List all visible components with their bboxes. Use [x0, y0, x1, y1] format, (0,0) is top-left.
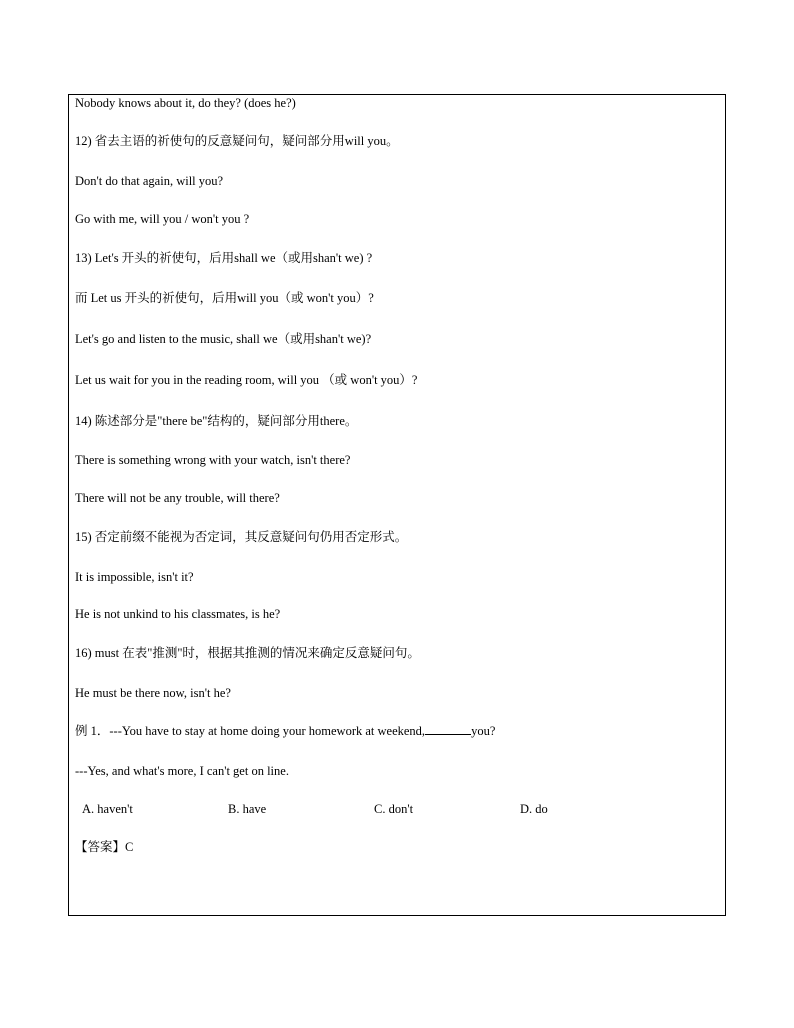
rule-16: 16) must 在表"推测"时，根据其推测的情况来确定反意疑问句。: [75, 646, 420, 660]
text-line: Nobody knows about it, do they? (does he?): [75, 96, 296, 110]
rule-15: 15) 否定前缀不能视为否定词，其反意疑问句仍用否定形式。: [75, 530, 408, 544]
text-line: It is impossible, isn't it?: [75, 570, 194, 584]
example-response: ---Yes, and what's more, I can't get on line.: [75, 764, 289, 778]
option-c: C. don't: [374, 802, 414, 816]
rule-12: 12) 省去主语的祈使句的反意疑问句，疑问部分用will you。: [75, 134, 399, 148]
example-question-end: you?: [471, 724, 496, 738]
answer-options: [82, 801, 642, 817]
text-line: There is something wrong with your watch, isn't there?: [75, 453, 351, 467]
option-d: D. do: [520, 802, 548, 816]
rule-13: 13) Let's 开头的祈使句，后用shall we（或用shan't we) ?: [75, 251, 373, 265]
example-question: [75, 723, 495, 739]
text-line: 而 Let us 开头的祈使句，后用will you（或 won't you）?: [75, 291, 374, 305]
text-line: He is not unkind to his classmates, is he?: [75, 607, 281, 621]
content-frame: [68, 94, 726, 916]
text-line: Don't do that again, will you?: [75, 174, 224, 188]
text-line: There will not be any trouble, will there?: [75, 491, 280, 505]
text-line: Let's go and listen to the music, shall we（或用shan't we)?: [75, 332, 372, 346]
option-b: B. have: [228, 802, 267, 816]
text-line: Go with me, will you / won't you ?: [75, 212, 250, 226]
answer-blank: [425, 723, 471, 735]
text-line: Let us wait for you in the reading room, will you （或 won't you）?: [75, 373, 418, 387]
option-a: A. haven't: [82, 802, 133, 816]
text-line: He must be there now, isn't he?: [75, 686, 231, 700]
answer-key: 【答案】C: [75, 840, 134, 854]
example-question-start: 例 1．---You have to stay at home doing your homework at weekend,: [75, 724, 426, 738]
rule-14: 14) 陈述部分是"there be"结构的，疑问部分用there。: [75, 414, 358, 428]
